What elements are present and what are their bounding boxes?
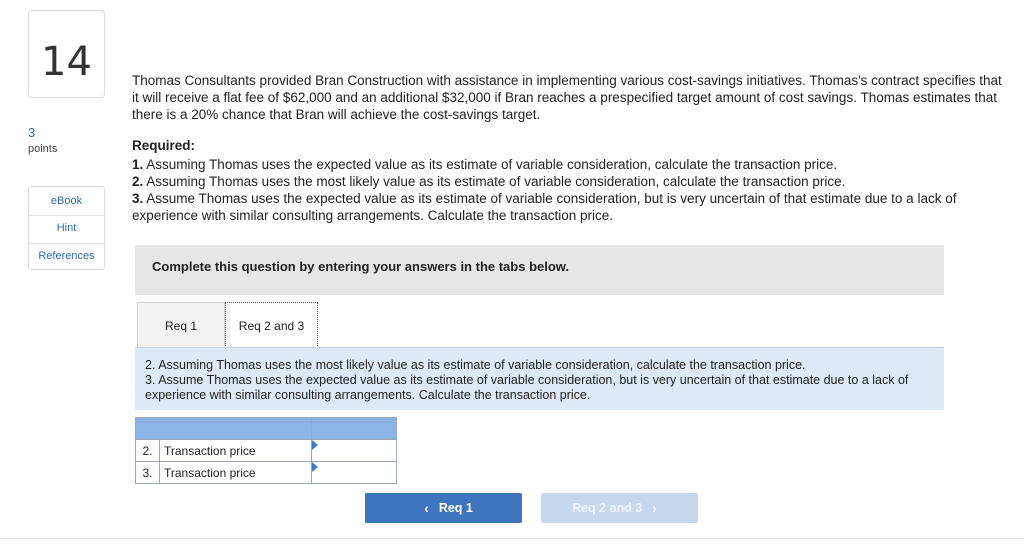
table-row [136,462,397,484]
instruction-text: Complete this question by entering your answers in the tabs below. [152,259,570,274]
points-value: 3 [28,125,36,140]
input-marker-icon [312,440,318,450]
resource-links [28,186,105,270]
input-marker-icon [312,462,318,472]
row-label: Transaction price [160,440,312,462]
transaction-price-req3-cell [312,462,397,484]
requirement-text: Assume Thomas uses the expected value as its estimate of variable consideration, but is very uncertain of that estimate due to a lack of experience with similar consulting arrangements. Calculate the transaction price. [132,191,957,223]
requirements-list [132,156,1012,224]
hint-link[interactable]: Hint [29,215,104,234]
question-number: 14 [41,39,92,85]
requirement-item [132,190,1012,224]
next-req-label: Req 2 and 3 [572,501,643,515]
question-number-box [28,10,105,98]
table-header-value-cell [312,418,397,440]
tab-req-1[interactable]: Req 1 [137,302,225,348]
table-header-label-cell [136,418,312,440]
requirement-text: Assuming Thomas uses the expected value as its estimate of variable consideration, calculate the transaction price. [146,157,838,172]
table-row [136,440,397,462]
row-number: 3. [136,462,160,484]
tab-panel-text [145,358,935,403]
panel-requirement-3: 3. Assume Thomas uses the expected value as its estimate of variable consideration, but is very uncertain of that estimate due to a lack of experience with similar consulting arrangements. Calculate the transaction price. [145,373,909,402]
requirement-item [132,173,1012,190]
instruction-bar [135,245,944,295]
row-label: Transaction price [160,462,312,484]
references-link[interactable]: References [29,243,104,262]
required-heading: Required: [132,138,196,153]
ebook-link[interactable]: eBook [50,195,83,207]
chevron-right-icon: › [652,500,657,516]
row-number: 2. [136,440,160,462]
transaction-price-req3-input[interactable] [312,463,396,483]
table-header-row [136,418,397,440]
next-req-button[interactable] [541,493,698,523]
chevron-left-icon: ‹ [424,500,429,516]
transaction-price-req2-input[interactable] [312,441,396,461]
prev-req-button[interactable] [365,493,522,523]
requirement-number: 3. [132,191,144,206]
transaction-price-req2-cell [312,440,397,462]
prev-req-label: Req 1 [438,501,473,515]
points-label: points [28,143,58,155]
answer-table [135,417,397,484]
tab-panel-question [135,348,944,410]
requirement-item [132,156,1012,173]
tab-req-2-and-3[interactable]: Req 2 and 3 [225,302,318,348]
requirement-number: 1. [132,157,144,172]
bottom-divider [0,538,1024,539]
panel-requirement-2: 2. Assuming Thomas uses the most likely value as its estimate of variable consideration, calculate the transaction price. [145,358,806,372]
requirement-text: Assuming Thomas uses the most likely value as its estimate of variable consideration, calculate the transaction price. [146,174,846,189]
requirement-number: 2. [132,174,144,189]
problem-intro: Thomas Consultants provided Bran Construction with assistance in implementing various cost-savings initiatives. Thomas's contract specifies that it will receive a flat fee of $62,000 and an additional $32,000 if Bran reaches a prespecified target amount of cost savings. Thomas estimates that there is a 20% chance that Bran will achieve the cost-savings target. [132,73,1002,122]
